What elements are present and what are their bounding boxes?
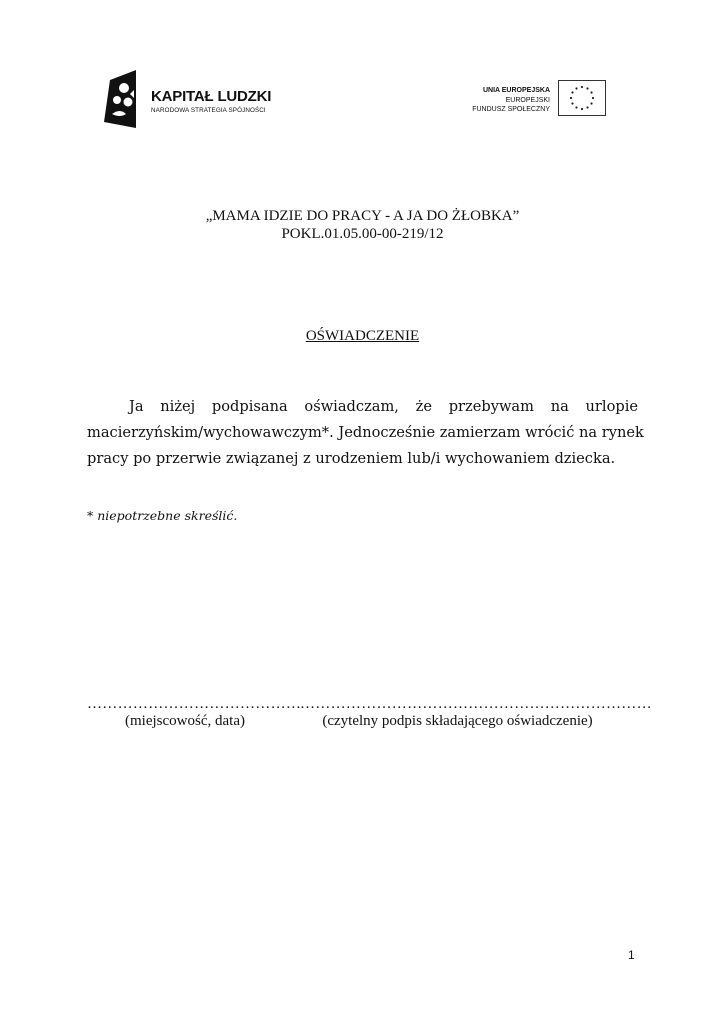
signature-signature (300, 696, 652, 731)
eu-star (586, 87, 588, 89)
project-title-block (0, 207, 725, 243)
eu-star (581, 108, 583, 110)
eu-line-1: UNIA EUROPEJSKA (482, 87, 550, 94)
eu-line-3: FUNDUSZ SPOŁECZNY (472, 106, 550, 114)
eu-star (571, 102, 573, 104)
eu-star (571, 91, 573, 93)
eu-star (590, 91, 592, 93)
eu-star (586, 106, 588, 108)
page-number: 1 (628, 948, 635, 962)
body-line-3: pracy po przerwie związanej z urodzeniem lub/i wychowaniem dziecka. (87, 450, 616, 467)
kapital-ludzki-title: KAPITAŁ LUDZKI (151, 88, 272, 105)
eu-fund-logo (440, 80, 610, 120)
eu-star (575, 106, 577, 108)
place-date-dotted-line: …………………………………… (87, 696, 302, 712)
body-line-1: Ja niżej podpisana oświadczam, że przebywam na urlopie (129, 398, 638, 415)
signature-caption: (czytelny podpis składającego oświadczenie) (322, 713, 593, 729)
statement-body (87, 394, 644, 472)
signature-place-date (87, 696, 302, 731)
eu-star (575, 87, 577, 89)
footnote: * niepotrzebne skreślić. (87, 508, 238, 523)
signature-dotted-line: …………………………………………………………… (300, 696, 652, 712)
place-date-caption: (miejscowość, data) (125, 713, 245, 729)
eu-star (581, 86, 583, 88)
eu-fund-text (472, 86, 550, 115)
project-code: POKL.01.05.00-00-219/12 (281, 226, 444, 242)
eu-line-2: EUROPEJSKI (505, 96, 550, 104)
eu-star (570, 97, 572, 99)
project-title: „MAMA IDZIE DO PRACY - A JA DO ŻŁOBKA” (205, 208, 520, 224)
kapital-ludzki-subtitle: NARODOWA STRATEGIA SPÓJNOŚCI (151, 107, 266, 114)
eu-star (592, 97, 594, 99)
kapital-ludzki-logo (104, 70, 284, 128)
document-heading: OŚWIADCZENIE (305, 328, 420, 344)
eu-flag-icon (558, 80, 606, 116)
body-line-2: macierzyńskim/wychowawczym*. Jednocześnie zamierzam wrócić na rynek (87, 424, 644, 441)
kapital-ludzki-emblem-icon (104, 70, 144, 128)
eu-star (590, 102, 592, 104)
